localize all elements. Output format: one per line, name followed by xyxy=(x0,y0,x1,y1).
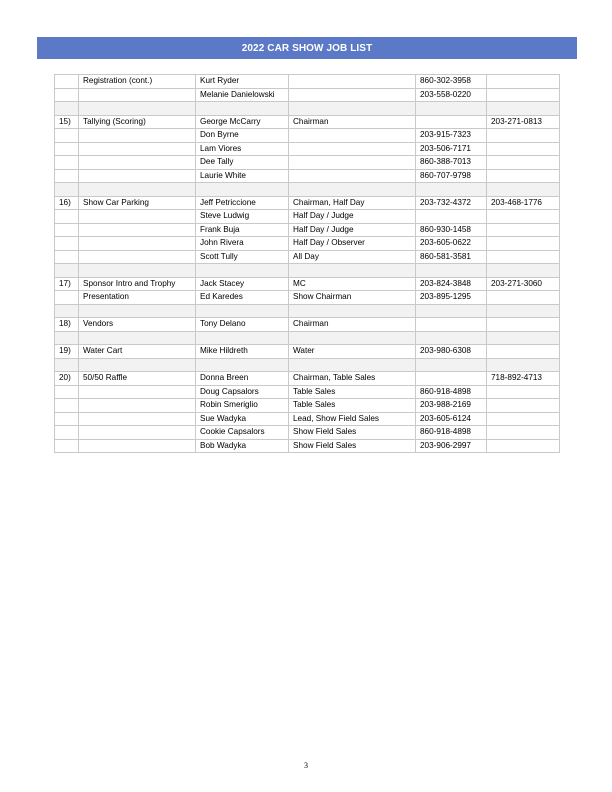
table-row xyxy=(55,88,560,102)
job-title-cell xyxy=(79,439,196,453)
role-cell: Chairman xyxy=(289,318,416,332)
phone-primary-cell xyxy=(416,115,487,129)
phone-secondary-cell xyxy=(487,412,560,426)
job-title-cell xyxy=(79,223,196,237)
phone-secondary-cell xyxy=(487,223,560,237)
phone-primary-cell xyxy=(416,210,487,224)
job-title-cell xyxy=(79,304,196,318)
phone-primary-cell: 203-906-2997 xyxy=(416,439,487,453)
role-cell: Water xyxy=(289,345,416,359)
table-row xyxy=(55,372,560,386)
item-number-cell xyxy=(55,264,79,278)
job-title-cell xyxy=(79,399,196,413)
phone-primary-cell: 860-302-3958 xyxy=(416,75,487,89)
phone-secondary-cell: 718-892-4713 xyxy=(487,372,560,386)
phone-secondary-cell xyxy=(487,345,560,359)
phone-secondary-cell: 203-271-3060 xyxy=(487,277,560,291)
table-row xyxy=(55,75,560,89)
phone-secondary-cell xyxy=(487,237,560,251)
phone-primary-cell: 203-895-1295 xyxy=(416,291,487,305)
item-number-cell: 19) xyxy=(55,345,79,359)
table-row xyxy=(55,412,560,426)
volunteer-name-cell: Bob Wadyka xyxy=(196,439,289,453)
item-number-cell xyxy=(55,291,79,305)
phone-secondary-cell: 203-271-0813 xyxy=(487,115,560,129)
volunteer-name-cell xyxy=(196,331,289,345)
volunteer-name-cell xyxy=(196,102,289,116)
volunteer-name-cell: John Rivera xyxy=(196,237,289,251)
table-row xyxy=(55,156,560,170)
page-banner xyxy=(37,37,577,59)
phone-secondary-cell xyxy=(487,75,560,89)
job-title-cell: Show Car Parking xyxy=(79,196,196,210)
role-cell xyxy=(289,331,416,345)
item-number-cell xyxy=(55,169,79,183)
item-number-cell xyxy=(55,210,79,224)
job-title-cell: Sponsor Intro and Trophy xyxy=(79,277,196,291)
item-number-cell xyxy=(55,331,79,345)
volunteer-name-cell: Laurie White xyxy=(196,169,289,183)
job-title-cell xyxy=(79,210,196,224)
phone-secondary-cell xyxy=(487,264,560,278)
role-cell: Half Day / Judge xyxy=(289,223,416,237)
phone-primary-cell xyxy=(416,102,487,116)
volunteer-name-cell: Doug Capsalors xyxy=(196,385,289,399)
role-cell xyxy=(289,102,416,116)
job-title-cell xyxy=(79,250,196,264)
role-cell: All Day xyxy=(289,250,416,264)
volunteer-name-cell: Ed Karedes xyxy=(196,291,289,305)
phone-primary-cell: 860-388-7013 xyxy=(416,156,487,170)
item-number-cell xyxy=(55,304,79,318)
role-cell xyxy=(289,358,416,372)
job-list-body xyxy=(55,75,560,453)
page-title: 2022 CAR SHOW JOB LIST xyxy=(241,42,373,54)
volunteer-name-cell: Cookie Capsalors xyxy=(196,426,289,440)
phone-secondary-cell xyxy=(487,304,560,318)
phone-primary-cell xyxy=(416,264,487,278)
phone-primary-cell: 203-980-6308 xyxy=(416,345,487,359)
job-title-cell xyxy=(79,142,196,156)
table-row xyxy=(55,169,560,183)
phone-secondary-cell xyxy=(487,156,560,170)
item-number-cell xyxy=(55,250,79,264)
table-row xyxy=(55,210,560,224)
job-title-cell: Tallying (Scoring) xyxy=(79,115,196,129)
phone-secondary-cell xyxy=(487,183,560,197)
phone-primary-cell: 860-918-4898 xyxy=(416,426,487,440)
table-row xyxy=(55,426,560,440)
phone-secondary-cell xyxy=(487,426,560,440)
volunteer-name-cell: Dee Tally xyxy=(196,156,289,170)
job-title-cell xyxy=(79,426,196,440)
item-number-cell xyxy=(55,129,79,143)
volunteer-name-cell: Frank Buja xyxy=(196,223,289,237)
item-number-cell xyxy=(55,223,79,237)
phone-primary-cell: 203-915-7323 xyxy=(416,129,487,143)
role-cell xyxy=(289,183,416,197)
table-row xyxy=(55,399,560,413)
job-title-cell: Vendors xyxy=(79,318,196,332)
table-row xyxy=(55,358,560,372)
table-row xyxy=(55,385,560,399)
role-cell xyxy=(289,156,416,170)
volunteer-name-cell: Steve Ludwig xyxy=(196,210,289,224)
phone-secondary-cell xyxy=(487,129,560,143)
phone-secondary-cell xyxy=(487,358,560,372)
item-number-cell: 18) xyxy=(55,318,79,332)
volunteer-name-cell xyxy=(196,304,289,318)
phone-primary-cell: 860-581-3581 xyxy=(416,250,487,264)
item-number-cell xyxy=(55,426,79,440)
job-title-cell xyxy=(79,169,196,183)
job-title-cell xyxy=(79,183,196,197)
role-cell: Table Sales xyxy=(289,399,416,413)
phone-primary-cell: 860-930-1458 xyxy=(416,223,487,237)
phone-secondary-cell xyxy=(487,291,560,305)
volunteer-name-cell: Jack Stacey xyxy=(196,277,289,291)
volunteer-name-cell: Robin Smeriglio xyxy=(196,399,289,413)
volunteer-name-cell: Kurt Ryder xyxy=(196,75,289,89)
role-cell: Chairman, Half Day xyxy=(289,196,416,210)
phone-primary-cell: 860-918-4898 xyxy=(416,385,487,399)
table-row xyxy=(55,304,560,318)
item-number-cell xyxy=(55,183,79,197)
volunteer-name-cell xyxy=(196,183,289,197)
item-number-cell xyxy=(55,358,79,372)
role-cell: Half Day / Judge xyxy=(289,210,416,224)
item-number-cell xyxy=(55,385,79,399)
phone-primary-cell xyxy=(416,358,487,372)
role-cell: Show Field Sales xyxy=(289,439,416,453)
table-row xyxy=(55,102,560,116)
item-number-cell xyxy=(55,412,79,426)
role-cell xyxy=(289,169,416,183)
phone-primary-cell xyxy=(416,331,487,345)
phone-primary-cell: 203-824-3848 xyxy=(416,277,487,291)
item-number-cell: 15) xyxy=(55,115,79,129)
phone-primary-cell: 203-732-4372 xyxy=(416,196,487,210)
table-row xyxy=(55,196,560,210)
table-row xyxy=(55,345,560,359)
job-title-cell xyxy=(79,88,196,102)
table-row xyxy=(55,291,560,305)
table-row xyxy=(55,277,560,291)
role-cell xyxy=(289,142,416,156)
volunteer-name-cell xyxy=(196,358,289,372)
job-list-table xyxy=(54,74,560,453)
phone-secondary-cell xyxy=(487,102,560,116)
role-cell: MC xyxy=(289,277,416,291)
phone-primary-cell xyxy=(416,372,487,386)
phone-primary-cell: 203-988-2169 xyxy=(416,399,487,413)
volunteer-name-cell xyxy=(196,264,289,278)
job-title-cell: Presentation xyxy=(79,291,196,305)
phone-primary-cell: 203-605-0622 xyxy=(416,237,487,251)
phone-primary-cell: 203-605-6124 xyxy=(416,412,487,426)
volunteer-name-cell: George McCarry xyxy=(196,115,289,129)
phone-secondary-cell xyxy=(487,385,560,399)
job-title-cell xyxy=(79,385,196,399)
volunteer-name-cell: Don Byrne xyxy=(196,129,289,143)
item-number-cell xyxy=(55,156,79,170)
table-row xyxy=(55,318,560,332)
role-cell xyxy=(289,129,416,143)
phone-secondary-cell xyxy=(487,88,560,102)
table-row xyxy=(55,129,560,143)
phone-primary-cell: 203-506-7171 xyxy=(416,142,487,156)
volunteer-name-cell: Jeff Petriccione xyxy=(196,196,289,210)
item-number-cell xyxy=(55,142,79,156)
role-cell: Lead, Show Field Sales xyxy=(289,412,416,426)
volunteer-name-cell: Tony Delano xyxy=(196,318,289,332)
volunteer-name-cell: Donna Breen xyxy=(196,372,289,386)
role-cell xyxy=(289,75,416,89)
table-row xyxy=(55,331,560,345)
phone-primary-cell xyxy=(416,318,487,332)
page-number: 3 xyxy=(304,761,308,770)
job-title-cell: 50/50 Raffle xyxy=(79,372,196,386)
volunteer-name-cell: Lam Viores xyxy=(196,142,289,156)
item-number-cell: 17) xyxy=(55,277,79,291)
item-number-cell xyxy=(55,399,79,413)
phone-primary-cell: 860-707-9798 xyxy=(416,169,487,183)
job-title-cell xyxy=(79,102,196,116)
job-title-cell xyxy=(79,331,196,345)
item-number-cell xyxy=(55,237,79,251)
phone-primary-cell xyxy=(416,304,487,318)
volunteer-name-cell: Melanie Danielowski xyxy=(196,88,289,102)
table-row xyxy=(55,115,560,129)
item-number-cell xyxy=(55,88,79,102)
job-title-cell xyxy=(79,156,196,170)
item-number-cell xyxy=(55,439,79,453)
role-cell: Chairman, Table Sales xyxy=(289,372,416,386)
item-number-cell xyxy=(55,75,79,89)
job-title-cell: Registration (cont.) xyxy=(79,75,196,89)
table-row xyxy=(55,250,560,264)
table-row xyxy=(55,264,560,278)
phone-secondary-cell xyxy=(487,210,560,224)
table-row xyxy=(55,237,560,251)
job-title-cell xyxy=(79,412,196,426)
job-title-cell xyxy=(79,358,196,372)
role-cell: Chairman xyxy=(289,115,416,129)
table-row xyxy=(55,439,560,453)
volunteer-name-cell: Mike Hildreth xyxy=(196,345,289,359)
role-cell xyxy=(289,264,416,278)
volunteer-name-cell: Scott Tully xyxy=(196,250,289,264)
item-number-cell: 20) xyxy=(55,372,79,386)
job-title-cell xyxy=(79,237,196,251)
role-cell xyxy=(289,304,416,318)
phone-secondary-cell xyxy=(487,142,560,156)
table-row xyxy=(55,183,560,197)
phone-secondary-cell xyxy=(487,331,560,345)
role-cell: Show Chairman xyxy=(289,291,416,305)
role-cell: Table Sales xyxy=(289,385,416,399)
phone-secondary-cell xyxy=(487,318,560,332)
phone-secondary-cell xyxy=(487,250,560,264)
table-row xyxy=(55,142,560,156)
phone-secondary-cell xyxy=(487,439,560,453)
item-number-cell xyxy=(55,102,79,116)
role-cell xyxy=(289,88,416,102)
job-title-cell xyxy=(79,264,196,278)
phone-secondary-cell xyxy=(487,399,560,413)
phone-secondary-cell: 203-468-1776 xyxy=(487,196,560,210)
volunteer-name-cell: Sue Wadyka xyxy=(196,412,289,426)
table-row xyxy=(55,223,560,237)
job-title-cell xyxy=(79,129,196,143)
job-title-cell: Water Cart xyxy=(79,345,196,359)
phone-secondary-cell xyxy=(487,169,560,183)
phone-primary-cell xyxy=(416,183,487,197)
item-number-cell: 16) xyxy=(55,196,79,210)
phone-primary-cell: 203-558-0220 xyxy=(416,88,487,102)
role-cell: Show Field Sales xyxy=(289,426,416,440)
role-cell: Half Day / Observer xyxy=(289,237,416,251)
